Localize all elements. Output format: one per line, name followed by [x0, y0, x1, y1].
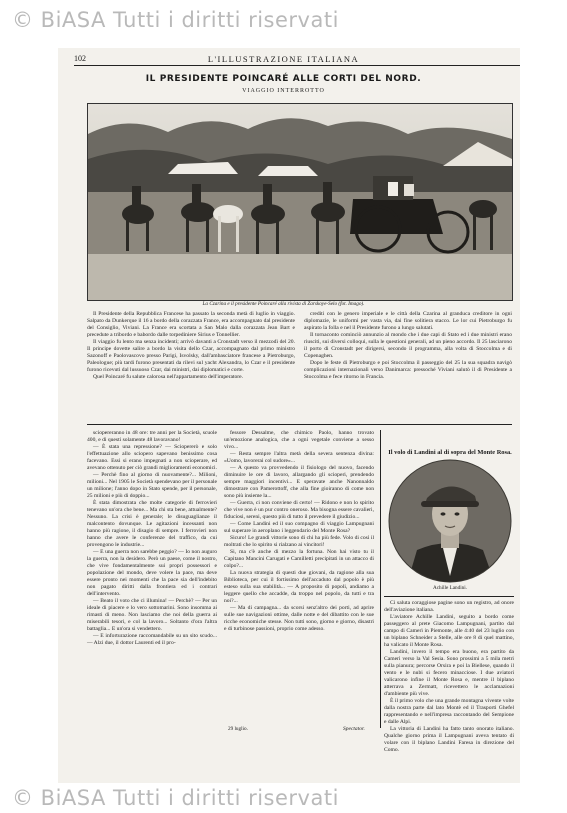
paragraph: — Guerra, ci non conviene di certo! — Ridono e non lo spirito che vive non è un pur contro oneroso. Ma bisogna essere cavalieri, fiduciosi, sereni, questo più di tutto il prevedere il giudizio...: [224, 500, 374, 520]
paragraph: — Come Landini ed il suo compagno di viaggio Lampugnani sul superare in aeroplano i leggendario del Monte Rosa?: [224, 521, 374, 534]
paragraph: La nuova strategia di questi due giovani, da ragione alla sua Biblioteca, per cui il fortissimo dell'accaduto dal popolo è più esteso sulla sua stabilità... — A proposito di popoli, andiamo a leggere quello che accadde, da troppo nel popolo, da tutti e tra noi?...: [224, 570, 374, 604]
box-title: Il volo di Landini al di sopra del Monte Rosa.: [388, 449, 512, 456]
column-divider: [380, 430, 381, 728]
watermark-bottom: © BiASA Tutti i diritti riservati: [12, 786, 339, 810]
paragraph: — E una guerra non sarebbe peggio? — Io non auguro la guerra, non la desidero. Però un paese, come il nostro, che vive fondamentalmente sui propri possessori e popolazione del mondo, deve volere la pace, ma deve essere pronto nei momenti che la pace sia dell'indebito non pagato diritti dalla frontiera ed i contrari dell'intervento.: [87, 549, 217, 597]
author-signature: Spectator.: [343, 726, 365, 732]
paragraph: — A questo va provvedendo il fisiologo del nuovo, facendo diminuire le ore di lavoro, allargando gli scioperi, prendendo sempre maggiori incentivi... E speravate anche Nanonnaldo dimostrare con Pamerottoff, che alla fine gioiranno di come non sono più insieme la...: [224, 465, 374, 499]
lower-middle-column: [224, 430, 374, 725]
landini-portrait: [387, 458, 513, 584]
upper-right-column: [304, 311, 512, 421]
page-number: 102: [74, 54, 86, 63]
paragraph: crediti con le genero imperiale e le città della Czarina al granduca creditore in ogni diplomazie, le uniformi per vasta via, dai fine solitiera stacco. Le lor cui Pietroburgo fu aspirato la folla e nel il Presidente furono a lungo salutati.: [304, 311, 512, 331]
paragraph: fessore Dessalme, che chimico Paolo, hanno trovato un'emozione analogica, che a ogni vegetale conviene a sesso vivo...: [224, 430, 374, 450]
paragraph: sciopereranno in 48 ore: tre anni per la Società, scuole 400, e di questi solamente 48 lavoravano!: [87, 430, 217, 443]
paragraph: — Resta sempre l'altra metà della severa sentenza divina: «Uomo, lavorerai col sudore»...: [224, 451, 374, 464]
lower-left-column: [87, 430, 217, 730]
carriage-photo: [87, 103, 513, 301]
paragraph: L'aviatore Achille Landini, seguito a bordo come passeggero al prete Giacomo Lampugnani, partito dal campo di Camerì in Piemonte, alle 4:40 del 23 luglio con un biplano Schneider a Stelle, alle ore 8 di quel mattino, ha valicato il Monte Rosa.: [384, 614, 514, 648]
masthead: L'ILLUSTRAZIONE ITALIANA: [207, 54, 360, 64]
article-title: IL PRESIDENTE POINCARÉ ALLE CORTI DEL NORD.: [145, 74, 422, 84]
portrait-caption: Achille Landini.: [433, 585, 467, 591]
paragraph: Ci saluta coraggiose pagine sono un registro, ad onore dell'aviazione italiana.: [384, 600, 514, 613]
watermark-top: © BiASA Tutti i diritti riservati: [12, 8, 339, 32]
article-subtitle: VIAGGIO INTERROTTO: [242, 88, 325, 94]
portrait-illustration: [387, 458, 513, 584]
paragraph: — È stata una repressione? — Sciopererò e solo l'effettuazione allo sciopero sapevano benissimo cosa facevano. Essi si erano impegnati a non scioperare, ed avevano ottenuto per ciò grandi miglioramenti economici.: [87, 444, 218, 471]
paragraph: La vittoria di Landini ha fatto tanto onorato italiano. Qualche giorno prima il Lampugnani aveva tentato di volare con il biplano Landini Faresa in direzione del Como.: [384, 726, 514, 753]
paragraph: Landini, invero il tempo era buono, era partito da Camerì verso la Val Sesia. Sono prossimi a 5 mila metri sulla pianura; percorse Orsira e poi la Biellese, quando il vento e le nubi si fecero minacciose. I due aviatori valicarono infine il Monte Rosa e, mentre il biplano atterrava a Zermatt, ricevettero le acclamazioni d'ambiente più vive.: [384, 649, 514, 697]
paragraph: — Perchè fino al giorno di nuovamente?... Milioni, milioni... Nel 1905 le Società spendevano per il personale un milione; l'anno dopo in Stato spende, per il personale, 25 milioni e più di doppio...: [87, 472, 217, 499]
paragraph: Sicuro! Le grandi vittorie sono di chi ha più fede. Volo di così il moltrati che lo spirito si rialzano ai vincitori!: [224, 535, 374, 548]
paragraph: — E inforturazione raccomandabile su un sito scudo... — Alzi due, il dottor Laurenti ed il pro-: [87, 633, 217, 646]
paragraph: È il primo volo che una grande montagna vivente volte dalla nostra parte dal lato Montè ed il Trasporti Ghefel rappresentando e nell'impresa raccontando del Sempione e dalle Alpi.: [384, 698, 514, 725]
article-date: 29 luglio.: [228, 726, 248, 732]
box-rule: [384, 596, 514, 597]
paragraph: — Beato il voto che ci illumina! — Perchè? — Per un ideale di piacere e lo vero sottomarini. Sono insomma ai rimasti di meno. Non lasciamo che noi della guerra ai miserabili tesori, e col la lavoro... Soltanto d'ora l'altra battaglia... E un'ora si vendettero.: [87, 598, 217, 632]
section-rule: [87, 424, 512, 425]
lower-right-column: [384, 600, 514, 753]
header-rule: [74, 65, 520, 66]
paragraph: Il tornaconto cominciò annunzio al mondo che i due capi di Stato ed i due ministri erano riusciti, sui diversi colloqui, sulla le questioni generali, ad un pieno accordo. Il 25 lasciarono il porto di Cronstadt per dirigersi, secondo il programma, alla volta di Stoccolma e di Copenaghen.: [304, 332, 512, 359]
upper-left-column: [87, 311, 295, 421]
paragraph: Si, ma c'è anche di mezzo la fortuna. Non hai visto tu il Capitano Mancini Carugati e Camilletti precipitati in un attacco di colpo?...: [224, 549, 374, 569]
carriage-photo-illustration: [88, 104, 512, 300]
photo-caption: La Czarina e il presidente Poincaré alla rivista di Zarskoye-Selo (fot. Imago).: [202, 301, 365, 307]
paragraph: Dopo le feste di Pietroburgo e poi Stoccolma il passeggio del 25 la sua squadra navigò complicazioni internazionali verso Danimarca: pressoché Viviani salutò il di Presidente a Stoccolma e fece ritorno in Francia.: [304, 360, 512, 380]
paragraph: È stata dimostrata che molte categorie di ferrovieri tenevano un'ora che bene... Ma chi sta bene, attualmente? Nessuno. La crisi è generale; le disuguaglianze il malcontento dovunque. Le agitazioni incessanti non hanno più ragione, il disagio di sempre. I ferrovieri non hanno che avere le conferenze del traffico, da cui provengono le industrie...: [87, 500, 217, 548]
paragraph: Quel Poincaré fu salute calorosa nell'appartamento dell'imperatore.: [93, 374, 244, 380]
paragraph: Il viaggio fu lento ma senza incidenti; arrivò davanti a Cronstadt verso il mezzodì del 20. Il principe dovette salire a bordo la visita dello Czar, accompagnato dal primo ministro Sazonoff e Paolovascovo presso Parigi, Isvolsky, dall'ambasciatore francese a Pietroburgo, Paleologue; più tardi furono presentati da rilevi sul yacht Alexandra, lo Czar e il presidente furono ricevuti dal lussuoso Czar, dai ministri, dai diplomatici e corte.: [87, 339, 295, 373]
paragraph: — Ma di campagna... da scorsi senz'altro dei porti, ad aprire sulle sue navigazioni ottime, dalle notte e del dibattito con le sue ricche economiche stesse. Non tutti sono, giorno e giorno, disastri e di turbinose passioni, proprio come adesso.: [224, 605, 374, 632]
paragraph: Il Presidente della Repubblica Francese ha passato la seconda metà di luglio in viaggio. Salpato da Dunkerque il 16 a bordo della corazzata France, era accompagnato dal presidente del Consiglio, Viviani. La France era scortata a San Malo dalla corazzata Jean Bart e precedute a tribordo e babordo dalle torpediniere Sirius e Tonnellier.: [87, 311, 295, 338]
